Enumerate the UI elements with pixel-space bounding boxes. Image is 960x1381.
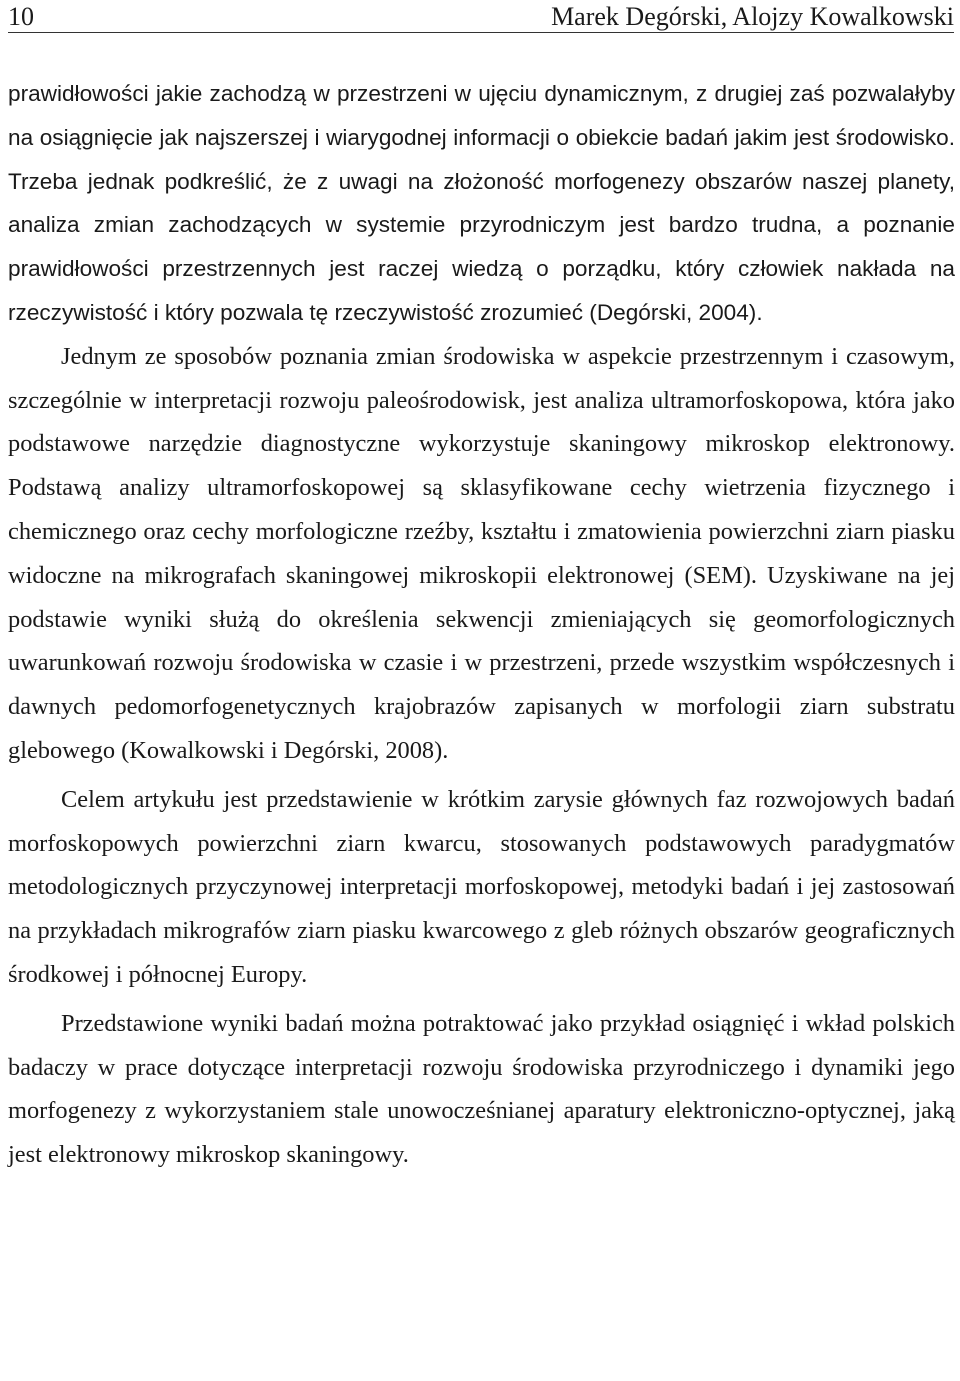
page-number: 10: [8, 2, 34, 31]
running-head-authors: Marek Degórski, Alojzy Kowalkowski: [551, 2, 954, 31]
paragraph-4: [8, 1002, 955, 1177]
paragraph-3: [8, 778, 955, 997]
paragraph-3-text: Celem artykułu jest przedstawienie w krótkim zarysie głównych faz rozwojowych badań morfoskopowych powierzchni ziarn kwarcu, stosowanych podstawowych paradygmatów metodologicznych przyczynowej interpretacji morfoskopowej, metodyki badań i jej zastosowań na przykładach mikrografów ziarn piasku kwarcowego z gleb różnych obszarów geograficznych środkowej i północnej Europy.: [8, 785, 955, 988]
paragraph-1: [8, 72, 955, 335]
paragraph-2-text-b: Podstawą analizy ultramorfoskopowej są sklasyfikowane cechy wietrzenia fizycznego i chemicznego oraz cechy morfologiczne rzeźby, kształtu i zmatowienia powierzchni ziarn piasku widoczne na mikrografach skaningowej mikroskopii elektronowej (SEM). Uzyskiwane na jej podstawie wyniki służą do określenia sekwencji zmieniających się geomorfologicznych uwarunkowań rozwoju środowiska w czasie i w przestrzeni, przede wszystkim współczesnych i dawnych pedomorfogenetycznych krajobrazów zapisanych w morfologii ziarn substratu glebowego (Kowalkowski i Degórski, 2008).: [8, 474, 955, 764]
page-header: [8, 2, 954, 33]
body-text: [8, 72, 955, 1177]
paragraph-4-text: Przedstawione wyniki badań można potraktować jako przykład osiągnięć i wkład polskich badaczy w prace dotyczące interpretacji rozwoju środowiska przyrodniczego i dynamiki jego morfogenezy z wykorzystaniem stale unowocześnianej aparatury elektroniczno-optycznej, jaką jest elektronowy mikroskop skaningowy.: [8, 1009, 955, 1169]
paragraph-2-text-a: Jednym ze sposobów poznania zmian środowiska w aspekcie przestrzennym i czasowym, szczególnie w interpretacji rozwoju paleośrodowisk, jest analiza ultramorfoskopowa, która jako podstawowe narzędzie diagnostyczne wykorzystuje skaningowy mikroskop elektronowy.: [8, 342, 955, 458]
paragraph-1-text-b: Trzeba jednak podkreślić, że z uwagi na złożoność morfogenezy obszarów naszej planety, analiza zmian zachodzących w systemie przyrodniczym jest bardzo trudna, a poznanie prawidłowości przestrzennych jest raczej wiedzą o porządku, który człowiek nakłada na rzeczywistość i który pozwala tę rzeczywistość zrozumieć (Degórski, 2004).: [8, 168, 955, 325]
paragraph-1-text-a: prawidłowości jakie zachodzą w przestrzeni w ujęciu dynamicznym, z drugiej zaś pozwalałyby na osiągnięcie jak najszerszej i wiarygodnej informacji o obiekcie badań jakim jest środowisko.: [8, 81, 955, 150]
paragraph-2: [8, 335, 955, 773]
